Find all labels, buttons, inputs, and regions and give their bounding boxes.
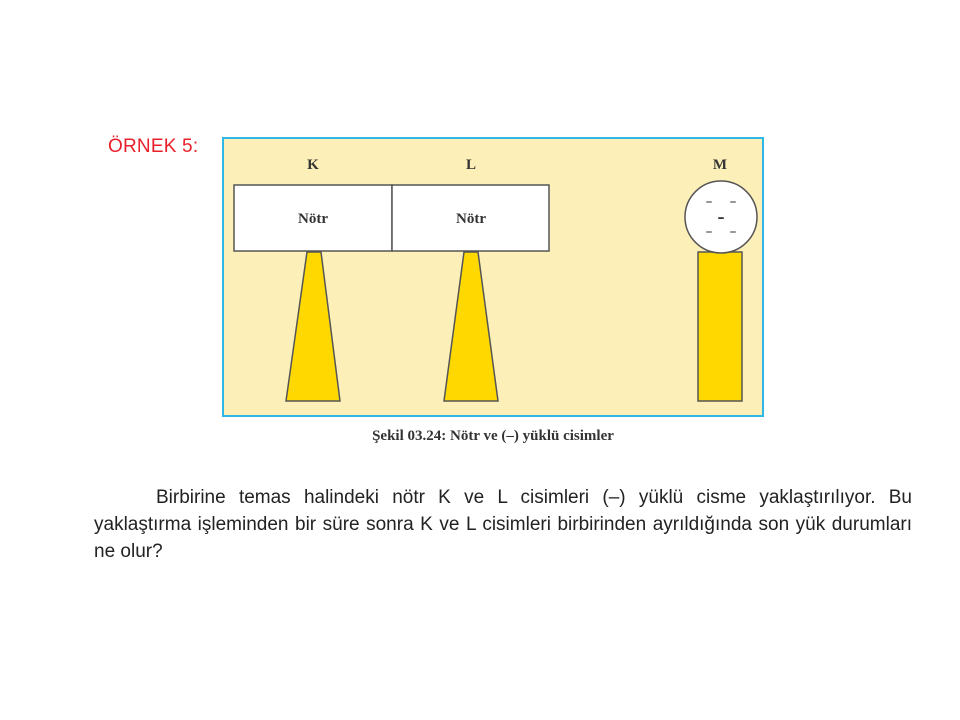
charge-symbol: – — [705, 224, 713, 240]
body-l-state: Nötr — [456, 211, 486, 227]
charge-symbol: – — [729, 194, 737, 210]
question-text: Birbirine temas halindeki nötr K ve L cisimleri (–) yüklü cisme yaklaştırılıyor. Bu yaklaştırma işleminden bir süre sonra K ve L cisimleri birbirinden ayrıldığında son yük durumları ne olur? — [94, 487, 912, 562]
body-k-state: Nötr — [298, 211, 328, 227]
charge-symbol: – — [729, 224, 737, 240]
charge-symbol: – — [705, 194, 713, 210]
stand-k — [286, 252, 340, 401]
electrostatics-diagram — [224, 139, 762, 415]
figure-caption: Şekil 03.24: Nötr ve (–) yüklü cisimler — [372, 428, 614, 444]
example-label: ÖRNEK 5: — [108, 136, 199, 157]
question-paragraph — [94, 484, 912, 565]
stand-l — [444, 252, 498, 401]
charge-symbol: – — [717, 210, 725, 226]
stand-m — [698, 252, 742, 401]
object-label-l: L — [465, 157, 477, 173]
object-label-m: M — [712, 157, 728, 173]
figure-panel — [222, 137, 764, 417]
object-label-k: K — [307, 157, 319, 173]
